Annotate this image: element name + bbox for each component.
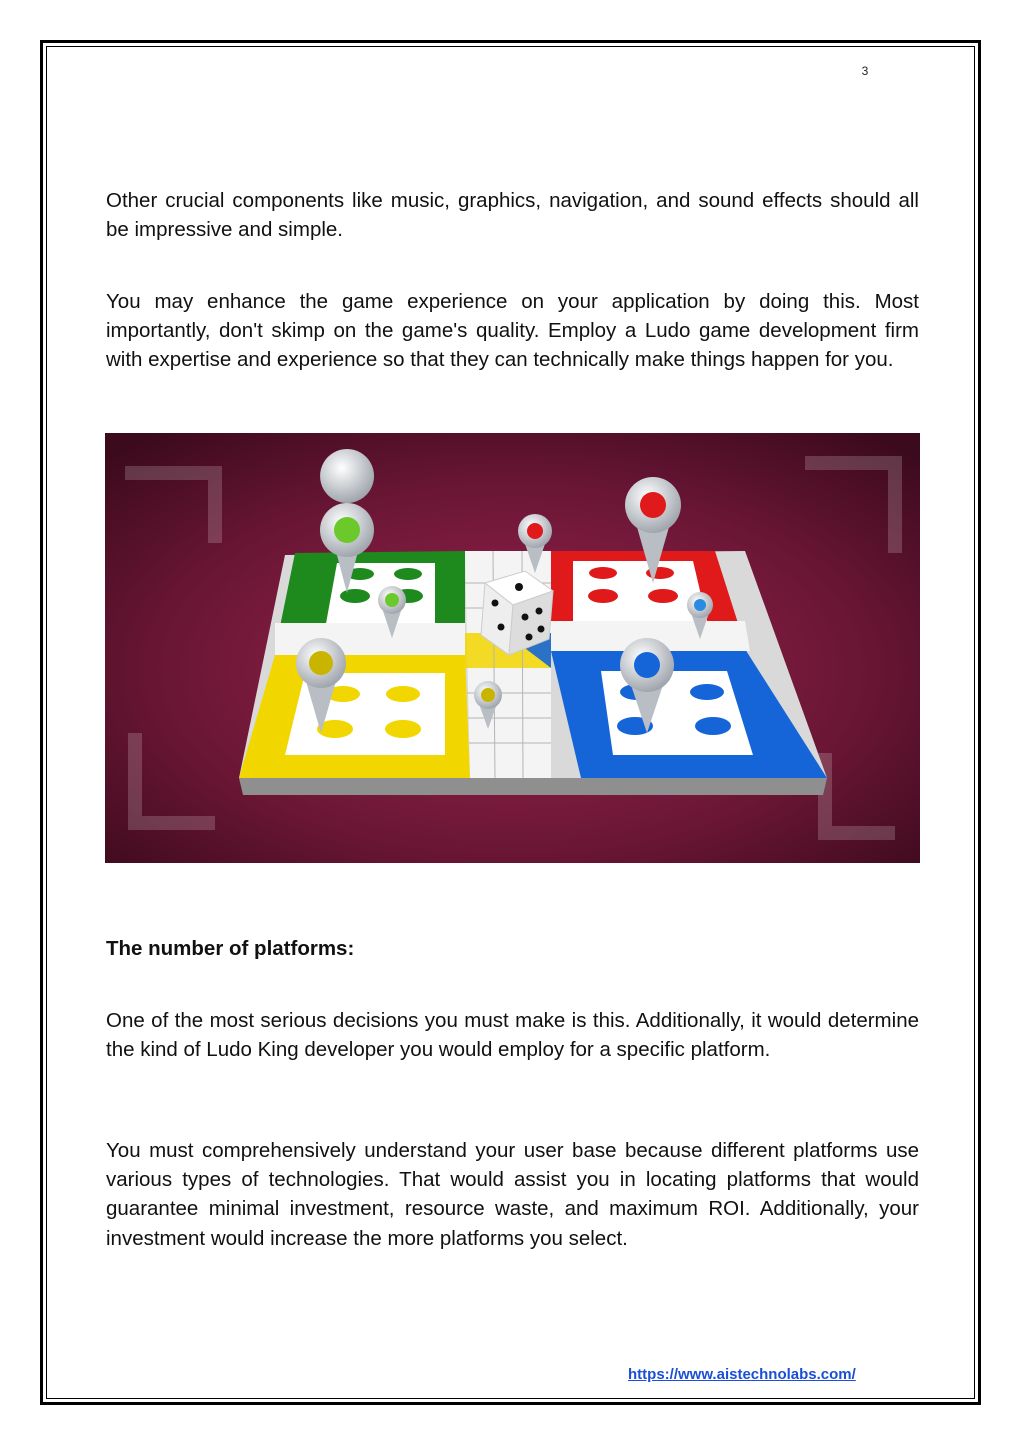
paragraph-decision: One of the most serious decisions you must make is this. Additionally, it would determine the kind of Ludo King developer you would employ for a specific platform. [106, 1009, 919, 1062]
paragraph-components: Other crucial components like music, graphics, navigation, and sound effects should all be impressive and simple. [106, 189, 919, 242]
ludo-board-graphic [105, 433, 920, 863]
paragraph-user-base: You must comprehensively understand your user base because different platforms use various types of technologies. That would assist you in locating platforms that would guarantee minimal investment, resource waste, and maximum ROI. Additionally, your investment would increase the more platforms you select. [106, 1139, 919, 1250]
ludo-board-illustration [105, 433, 920, 863]
footer-website-link[interactable]: https://www.aistechnolabs.com/ [628, 1366, 856, 1383]
page-number: 3 [861, 64, 869, 78]
paragraph-game-experience: You may enhance the game experience on your application by doing this. Most importantly, don't skimp on the game's quality. Employ a Ludo game development firm with expertise and experience so that they can technically make things happen for you. [106, 290, 919, 372]
section-heading: The number of platforms: [106, 937, 355, 960]
